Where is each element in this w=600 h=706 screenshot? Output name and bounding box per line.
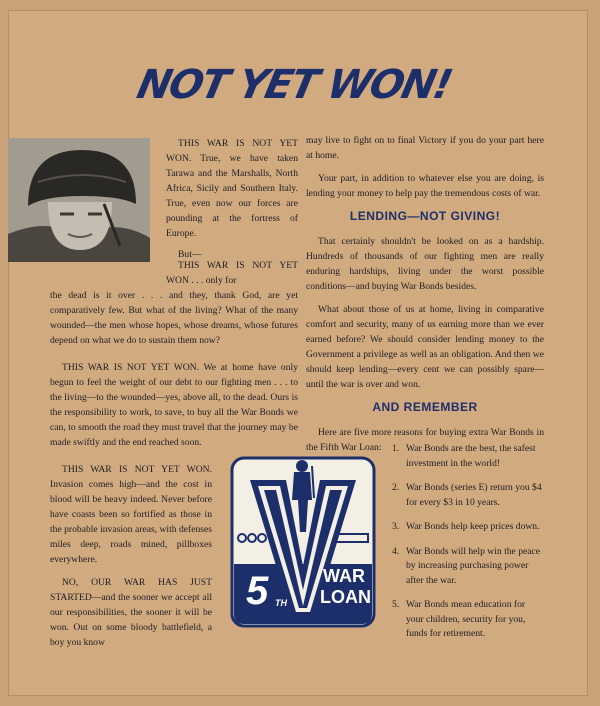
paragraph-invasion: THIS WAR IS NOT YET WON. Invasion comes high—and the cost in blood will be heavy indeed. Never before have coasts been so fortified as those in the probable invasion areas, with defenses miles deep, roads mined, pillboxes everywhere.	[50, 464, 212, 565]
soldier-photo-icon	[8, 138, 150, 262]
left-column-home	[50, 360, 298, 450]
paragraph-victory: may live to fight on to final Victory if you do your part here at home.	[306, 135, 544, 161]
paragraph-wounded-lead: THIS WAR IS NOT YET WON . . . only for	[166, 260, 298, 286]
paragraph-but: But—	[178, 249, 202, 260]
paragraph-five-reasons: Here are five more reasons for buying extra War Bonds in the Fifth War Loan:	[306, 427, 544, 453]
left-column-invasion	[50, 462, 212, 658]
subheading-lending: LENDING—NOT GIVING!	[349, 209, 501, 223]
paragraph-intro: THIS WAR IS NOT YET WON. True, we have taken Tarawa and the Marshalls, North Africa, Sicily and Southern Italy. True, even now our forces are pounding at the fortress of Europe.	[166, 138, 298, 239]
list-item: 1. War Bonds are the best, the safest investment in the world!	[392, 443, 536, 469]
right-column	[306, 133, 544, 463]
paragraph-privilege: What about those of us at home, living in comparative comfort and security, many of us earning more than we ever earned before? We should consider lending money to the Government a privilege as well as an obligation. And then we should keep lending—every cent we can possibly spare—until the war is over and won.	[306, 304, 544, 390]
paragraph-your-part: Your part, in addition to whatever else you are doing, is lending your money to help pay the tremendous costs of war.	[306, 173, 544, 199]
paragraph-hardship: That certainly shouldn't be looked on as a hardship. Hundreds of thousands of our fighting men are really enduring hardships, living under the worst possible conditions—and buying War Bonds besides.	[306, 236, 544, 292]
logo-loan: LOAN	[320, 587, 371, 607]
subheading-remember: AND REMEMBER	[372, 400, 478, 414]
paragraph-started: NO, OUR WAR HAS JUST STARTED—and the sooner we accept all our responsibilities, the sooner it will be won. Out on some bloody battlefield, a boy you know	[50, 577, 212, 648]
paragraph-wounded: the dead is it over . . . and they, thank God, are yet comparatively few. But what of the living? What of the many wounded—the men whose hopes, whose dreams, whose futures depend on what we do to sustain them now?	[50, 290, 298, 346]
list-item: 3. War Bonds help keep prices down.	[392, 521, 540, 532]
logo-five: 5	[246, 569, 269, 613]
reasons-list	[392, 442, 544, 652]
soldier-photo	[8, 138, 150, 262]
list-item: 5. War Bonds mean education for your children, security for you, funds for retirement.	[392, 599, 526, 639]
list-item: 4. War Bonds will help win the peace by increasing purchasing power after the war.	[392, 545, 541, 586]
logo-war: WAR	[323, 566, 365, 586]
paragraph-home: THIS WAR IS NOT YET WON. We at home have only begun to feel the weight of our debt to our fighting men . . . to the living—to the wounded—yes, above all, to the dead. Ours is the responsibility to work, to save, to buy all the War Bonds we can, to smooth the road they must travel that the journey may be made swiftly and the end reached soon.	[50, 362, 298, 448]
left-column-top	[166, 136, 298, 262]
logo-th: TH	[275, 598, 287, 608]
left-column-wounded	[50, 258, 298, 348]
list-item: 2. War Bonds (series E) return you $4 for every $3 in 10 years.	[392, 482, 542, 508]
page-title: NOT YET WON!	[133, 62, 455, 108]
